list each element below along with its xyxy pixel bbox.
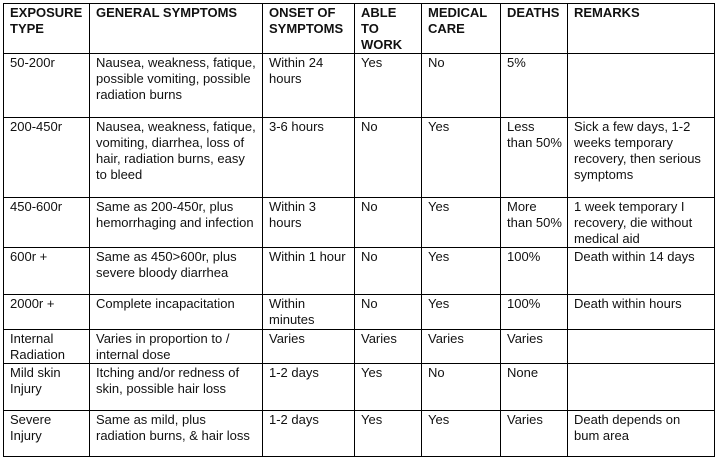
header-deaths: DEATHS bbox=[501, 4, 568, 54]
cell-onset: Varies bbox=[263, 330, 355, 364]
cell-remarks bbox=[568, 330, 715, 364]
cell-exposure-type: 2000r + bbox=[4, 295, 90, 330]
cell-onset: 1-2 days bbox=[263, 364, 355, 411]
cell-able-to-work: Yes bbox=[355, 411, 422, 457]
cell-exposure-type: Severe Injury bbox=[4, 411, 90, 457]
cell-able-to-work: Yes bbox=[355, 364, 422, 411]
cell-remarks: Death within 14 days bbox=[568, 248, 715, 295]
cell-exposure-type: 600r + bbox=[4, 248, 90, 295]
cell-general-symptoms: Same as mild, plus radiation burns, & hair loss bbox=[90, 411, 263, 457]
header-general-symptoms: GENERAL SYMPTOMS bbox=[90, 4, 263, 54]
cell-exposure-type: Mild skin Injury bbox=[4, 364, 90, 411]
cell-medical-care: No bbox=[422, 364, 501, 411]
table-row bbox=[4, 330, 715, 364]
table-row bbox=[4, 248, 715, 295]
cell-deaths: Varies bbox=[501, 411, 568, 457]
table-row bbox=[4, 411, 715, 457]
cell-general-symptoms: Itching and/or redness of skin, possible hair loss bbox=[90, 364, 263, 411]
cell-deaths: 5% bbox=[501, 54, 568, 118]
cell-deaths: 100% bbox=[501, 248, 568, 295]
cell-medical-care: Yes bbox=[422, 118, 501, 198]
header-onset: ONSET OF SYMPTOMS bbox=[263, 4, 355, 54]
cell-remarks: Death depends on bum area bbox=[568, 411, 715, 457]
cell-remarks: Death within hours bbox=[568, 295, 715, 330]
cell-general-symptoms: Nausea, weakness, fatique, vomiting, diarrhea, loss of hair, radiation burns, easy to bleed bbox=[90, 118, 263, 198]
header-medical-care: MEDICAL CARE bbox=[422, 4, 501, 54]
cell-deaths: Less than 50% bbox=[501, 118, 568, 198]
cell-medical-care: Yes bbox=[422, 411, 501, 457]
header-exposure-type: EXPOSURE TYPE bbox=[4, 4, 90, 54]
cell-general-symptoms: Same as 200-450r, plus hemorrhaging and infection bbox=[90, 198, 263, 248]
header-remarks: REMARKS bbox=[568, 4, 715, 54]
cell-medical-care: Yes bbox=[422, 198, 501, 248]
cell-onset: Within minutes bbox=[263, 295, 355, 330]
cell-medical-care: No bbox=[422, 54, 501, 118]
cell-exposure-type: 450-600r bbox=[4, 198, 90, 248]
cell-onset: 3-6 hours bbox=[263, 118, 355, 198]
cell-remarks bbox=[568, 364, 715, 411]
cell-remarks: 1 week temporary I recovery, die without medical aid bbox=[568, 198, 715, 248]
cell-general-symptoms: Same as 450>600r, plus severe bloody diarrhea bbox=[90, 248, 263, 295]
cell-general-symptoms: Nausea, weakness, fatique, possible vomiting, possible radiation burns bbox=[90, 54, 263, 118]
cell-able-to-work: No bbox=[355, 198, 422, 248]
header-row bbox=[4, 4, 715, 54]
cell-general-symptoms: Complete incapacitation bbox=[90, 295, 263, 330]
table-row bbox=[4, 54, 715, 118]
table-row bbox=[4, 198, 715, 248]
cell-exposure-type: Internal Radiation bbox=[4, 330, 90, 364]
cell-onset: 1-2 days bbox=[263, 411, 355, 457]
cell-exposure-type: 200-450r bbox=[4, 118, 90, 198]
cell-deaths: Varies bbox=[501, 330, 568, 364]
header-able-to-work: ABLE TO WORK bbox=[355, 4, 422, 54]
cell-able-to-work: No bbox=[355, 295, 422, 330]
cell-able-to-work: No bbox=[355, 118, 422, 198]
cell-deaths: More than 50% bbox=[501, 198, 568, 248]
cell-medical-care: Yes bbox=[422, 295, 501, 330]
cell-onset: Within 3 hours bbox=[263, 198, 355, 248]
cell-medical-care: Varies bbox=[422, 330, 501, 364]
cell-remarks: Sick a few days, 1-2 weeks temporary recovery, then serious symptoms bbox=[568, 118, 715, 198]
cell-deaths: None bbox=[501, 364, 568, 411]
cell-exposure-type: 50-200r bbox=[4, 54, 90, 118]
cell-remarks bbox=[568, 54, 715, 118]
radiation-exposure-table bbox=[3, 3, 715, 457]
cell-able-to-work: No bbox=[355, 248, 422, 295]
table-row bbox=[4, 295, 715, 330]
table-row bbox=[4, 118, 715, 198]
cell-onset: Within 1 hour bbox=[263, 248, 355, 295]
cell-able-to-work: Varies bbox=[355, 330, 422, 364]
cell-medical-care: Yes bbox=[422, 248, 501, 295]
cell-able-to-work: Yes bbox=[355, 54, 422, 118]
cell-deaths: 100% bbox=[501, 295, 568, 330]
cell-general-symptoms: Varies in proportion to / internal dose bbox=[90, 330, 263, 364]
cell-onset: Within 24 hours bbox=[263, 54, 355, 118]
table-row bbox=[4, 364, 715, 411]
